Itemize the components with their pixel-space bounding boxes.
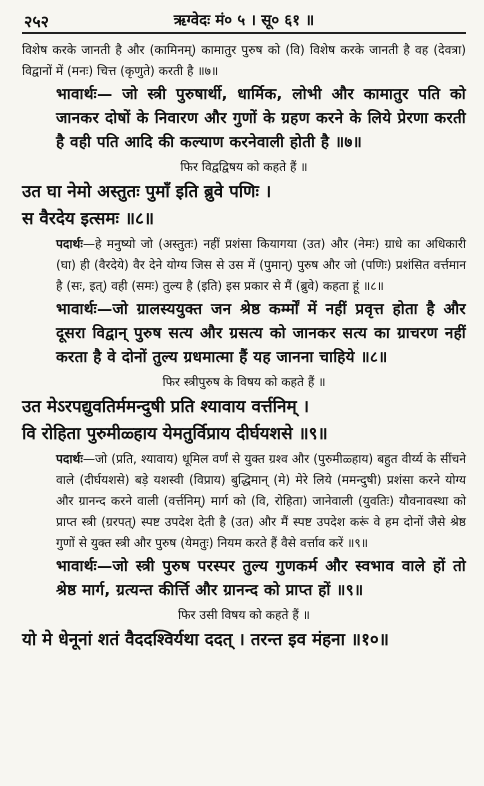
padartha-8 <box>22 234 466 297</box>
section-intro: फिर उसी विषय को कहते हैं ॥ <box>178 608 310 622</box>
mantra-line: उत मेऽरपद्युवतिर्ममन्दुषी प्रति श्यावाय वर्त्तनिम् । <box>22 397 310 417</box>
page-number: २५२ <box>24 12 49 31</box>
bhavartha-9 <box>22 554 466 602</box>
bhavartha-label: भावार्थः <box>56 85 97 103</box>
bhavartha-8 <box>22 297 466 369</box>
bhavartha-text: — जो स्त्री पुरुषार्थी, धार्मिक, लोभी और कामातुर पति को जानकर दोषों के निवारण और गुणों के ग्रहण करने के लिये प्रेरणा करती है वही पति आदि की कल्याण करनेवाली होती है ॥७॥ <box>56 85 466 151</box>
mantra-line: वि रोहिता पुरुमीळ्हाय येमतुर्विप्राय दीर्घयशसे ॥९॥ <box>22 424 328 444</box>
padartha-text: —जो (प्रति, श्यावाय) धूमिल वर्णं से युक्त ग्रश्व और (पुरुमीळ्हाय) बहुत वीर्य्य के सींचने वाले (दीर्घयशसे) बड़े यशस्वी (विप्राय) बुद्धिमान् (मे) मेरे लिये (ममन्दुषी) प्रशंसा करने योग्य और ग्रानन्द करने वाली (वर्त्तनिम्) मार्ग को (वि, रोहिता) जानेवाली (युवतिः) यौवनावस्था को प्राप्त स्त्री (ग्ररपत्) स्पष्ट उपदेश देती है (उत) और मैं स्पष्ट उपदेश करूं वे हम दोनों जैसे श्रेष्ठ गुणों से युक्त स्त्री और पुरुष (येमतुः) नियम करते हैं वैसे वर्त्ताव करें ॥९॥ <box>56 452 466 550</box>
mantra-line: यो मे धेनूनां शतं वैददश्विर्यथा ददत् । तरन्त इव मंहना ॥१०॥ <box>22 630 389 650</box>
bhavartha-text: —जो स्त्री पुरुष परस्पर तुल्य गुणकर्म और स्वभाव वाले हों तो श्रेष्ठ मार्ग, ग्रत्यन्त कीर्त्ति और ग्रानन्द को प्राप्त हों ॥९॥ <box>56 557 466 599</box>
padartha-9 <box>22 449 466 554</box>
bhavartha-label: भावार्थः <box>56 300 97 318</box>
mantra-line: स वैरदेय इत्समः ॥८॥ <box>22 209 155 229</box>
running-title: ऋग्वेदः मं० ५ । सू० ६१ ॥ <box>173 11 315 29</box>
bhavartha-text: —जो ग्रालस्ययुक्त जन श्रेष्ठ कर्म्मों में नहीं प्रवृत्त होता है और दूसरा विद्वान् पुरुष सत्य और ग्रसत्य को जानकर सत्य का ग्राचरण नहीं करता है वे दोनों तुल्य ग्रधमात्मा हैं यह जानना चाहिये ॥८॥ <box>56 300 466 366</box>
section-intro: फिर स्त्रीपुरुष के विषय को कहते हैं ॥ <box>162 375 326 389</box>
padartha-label: पदार्थः <box>56 237 83 251</box>
bhavartha-label: भावार्थः <box>56 557 97 575</box>
padartha-text: —हे मनुष्यो जो (अस्तुतः) नहीं प्रशंसा कियागया (उत) और (नेमः) ग्राधे का अधिकारी (घा) ही (वैरदेये) वैर देने योग्य जिस से उस में (पुमान्) पुरुष और जो (पणिः) प्रशंसित वर्त्तमान है (सः, इत्) वही (समः) तुल्य है (इति) इस प्रकार से मैं (ब्रुवे) कहता हूं ॥८॥ <box>56 237 466 293</box>
section-intro: फिर विद्वद्विषय को कहते हैं ॥ <box>180 160 308 174</box>
padartha-continuation: विशेष करके जानती है और (कामिनम्) कामातुर पुरुष को (वि) विशेष करके जानती है वह (देवत्रा) विद्वानों में (मनः) चित्त (कृणुते) करती है ॥७॥ <box>22 43 466 78</box>
padartha-label: पदार्थः <box>56 452 83 466</box>
mantra-line: उत घा नेमो अस्तुतः पुमाँ इति ब्रुवे पणिः । <box>22 182 272 202</box>
bhavartha-7 <box>22 82 466 154</box>
page-header <box>22 6 466 34</box>
